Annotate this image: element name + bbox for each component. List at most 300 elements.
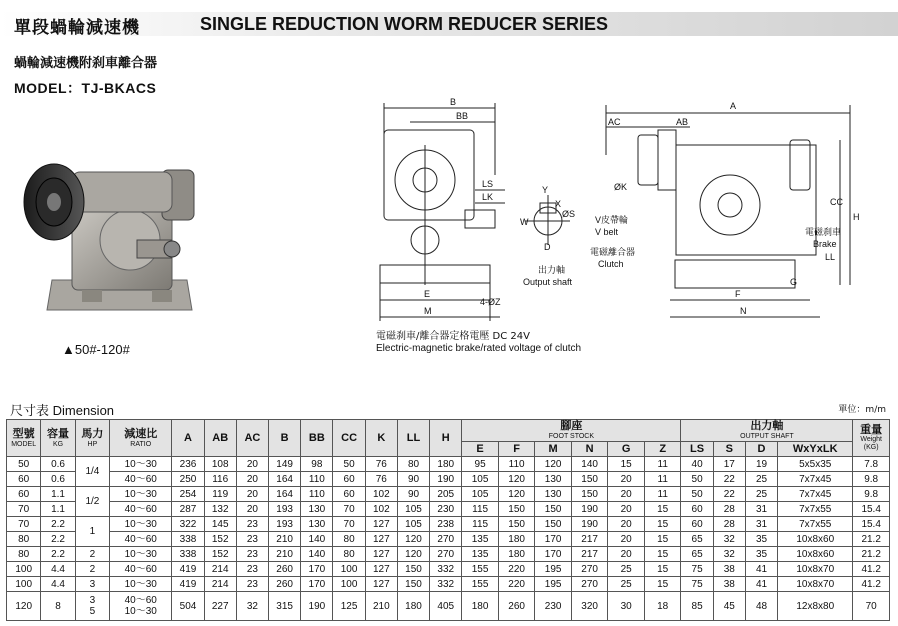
table-cell: 25	[608, 577, 645, 592]
table-cell: 30	[608, 592, 645, 621]
label-W: W	[520, 217, 529, 227]
product-photo	[12, 150, 202, 330]
table-cell: 217	[571, 547, 608, 562]
table-cell: 150	[498, 517, 535, 532]
col-A: A	[172, 420, 204, 457]
table-cell: 17	[713, 457, 745, 472]
table-cell: 7x7x45	[778, 487, 853, 502]
dimension-rows	[7, 457, 890, 621]
table-cell: 31	[745, 517, 777, 532]
table-cell: 20	[236, 472, 268, 487]
label-X: X	[555, 199, 562, 209]
table-cell: 1/4	[75, 457, 109, 487]
table-cell: 95	[462, 457, 499, 472]
table-cell: 20	[236, 502, 268, 517]
table-cell: 127	[365, 577, 397, 592]
table-cell: 10～30	[110, 487, 172, 502]
table-cell: 110	[301, 472, 333, 487]
col-G: G	[608, 442, 645, 457]
table-cell: 405	[430, 592, 462, 621]
clutch-cn: 電磁離合器	[590, 247, 636, 257]
table-cell: 41.2	[853, 577, 890, 592]
table-cell: 238	[430, 517, 462, 532]
table-cell: 102	[365, 502, 397, 517]
table-cell: 4.4	[41, 562, 75, 577]
table-cell: 8	[41, 592, 75, 621]
table-cell: 50	[7, 457, 41, 472]
table-cell: 140	[301, 547, 333, 562]
vbelt-en: V belt	[595, 227, 619, 237]
table-cell: 2.2	[41, 532, 75, 547]
table-row	[7, 487, 890, 502]
table-cell: 320	[571, 592, 608, 621]
table-cell: 115	[462, 517, 499, 532]
table-cell: 115	[462, 502, 499, 517]
table-cell: 100	[7, 562, 41, 577]
subtitle-cn: 蝸輪減速機附刹車離合器	[14, 56, 158, 71]
table-cell: 20	[608, 547, 645, 562]
table-cell: 135	[462, 547, 499, 562]
table-cell: 110	[301, 487, 333, 502]
table-cell: 41.2	[853, 562, 890, 577]
side-view	[380, 97, 505, 321]
table-cell: 2.2	[41, 517, 75, 532]
table-cell: 105	[462, 487, 499, 502]
table-cell: 19	[745, 457, 777, 472]
table-cell: 7x7x45	[778, 472, 853, 487]
table-cell: 150	[535, 517, 572, 532]
table-cell: 193	[269, 502, 301, 517]
table-cell: 105	[397, 517, 429, 532]
ratio-value: 10～30	[124, 606, 157, 617]
vbelt-cn: V皮帶輪	[595, 215, 629, 225]
table-cell: 11	[644, 457, 681, 472]
table-cell: 50	[681, 487, 713, 502]
table-cell: 210	[269, 547, 301, 562]
table-row	[7, 517, 890, 532]
label-H: H	[853, 212, 860, 222]
table-cell: 22	[713, 472, 745, 487]
table-cell: 260	[269, 562, 301, 577]
col-M: M	[535, 442, 572, 457]
shaft-detail	[520, 185, 575, 287]
table-cell: 76	[365, 472, 397, 487]
table-cell: 15.4	[853, 502, 890, 517]
table-cell: 1	[75, 517, 109, 547]
table-cell: 120	[397, 547, 429, 562]
table-cell: 15.4	[853, 517, 890, 532]
title-cn: 單段蝸輪減速機	[14, 18, 140, 38]
table-cell: 35	[745, 532, 777, 547]
table-cell: 20	[608, 502, 645, 517]
table-cell: 102	[365, 487, 397, 502]
table-cell: 100	[333, 577, 365, 592]
table-cell: 80	[397, 457, 429, 472]
table-cell: 150	[571, 487, 608, 502]
table-cell: 230	[430, 502, 462, 517]
table-cell: 15	[644, 517, 681, 532]
table-cell: 100	[333, 562, 365, 577]
table-cell: 180	[498, 532, 535, 547]
table-cell: 127	[365, 532, 397, 547]
col-LS: LS	[681, 442, 713, 457]
table-row	[7, 472, 890, 487]
table-row	[7, 547, 890, 562]
table-row	[7, 577, 890, 592]
label-Z: 4-ØZ	[480, 297, 501, 307]
table-cell: 214	[204, 562, 236, 577]
col-AC: AC	[236, 420, 268, 457]
table-cell: 180	[462, 592, 499, 621]
table-cell: 90	[397, 487, 429, 502]
col-K: K	[365, 420, 397, 457]
table-cell: 15	[608, 457, 645, 472]
col-BB: BB	[301, 420, 333, 457]
table-cell: 10x8x70	[778, 562, 853, 577]
table-row	[7, 562, 890, 577]
output-shaft-cn: 出力軸	[538, 265, 566, 275]
table-cell: 9.8	[853, 472, 890, 487]
table-cell: 170	[535, 532, 572, 547]
table-cell: 1.1	[41, 487, 75, 502]
table-cell: 230	[535, 592, 572, 621]
table-cell: 120	[7, 592, 41, 621]
label-S: ØS	[562, 209, 576, 219]
table-cell: 12x8x80	[778, 592, 853, 621]
col-hp: 馬力 HP	[75, 420, 109, 457]
table-cell: 40～60	[110, 502, 172, 517]
table-cell: 227	[204, 592, 236, 621]
table-row	[7, 532, 890, 547]
label-E: E	[424, 289, 431, 299]
table-cell: 0.6	[41, 472, 75, 487]
table-cell: 195	[535, 562, 572, 577]
table-cell: 38	[713, 577, 745, 592]
table-cell: 193	[269, 517, 301, 532]
table-cell: 120	[498, 472, 535, 487]
table-cell: 152	[204, 547, 236, 562]
table-cell: 23	[236, 547, 268, 562]
ratio-value: 40～60	[124, 595, 157, 606]
table-cell: 504	[172, 592, 204, 621]
col-output-shaft: 出力軸 OUTPUT SHAFT	[681, 420, 853, 442]
table-cell: 45	[713, 592, 745, 621]
table-cell: 145	[204, 517, 236, 532]
table-cell: 1/2	[75, 487, 109, 517]
table-cell: 270	[430, 532, 462, 547]
table-cell: 28	[713, 517, 745, 532]
table-cell: 130	[301, 517, 333, 532]
table-cell: 60	[681, 502, 713, 517]
table-cell: 217	[571, 532, 608, 547]
table-cell: 5x5x35	[778, 457, 853, 472]
col-S: S	[713, 442, 745, 457]
table-cell: 65	[681, 547, 713, 562]
table-cell: 70	[7, 502, 41, 517]
table-cell: 25	[745, 472, 777, 487]
table-cell: 40～60	[110, 562, 172, 577]
table-cell: 11	[644, 487, 681, 502]
table-cell: 250	[172, 472, 204, 487]
table-cell: 120	[535, 457, 572, 472]
table-cell: 236	[172, 457, 204, 472]
table-cell: 150	[498, 502, 535, 517]
table-cell: 50	[333, 457, 365, 472]
table-cell: 10x8x60	[778, 532, 853, 547]
label-LS: LS	[482, 179, 494, 189]
table-cell: 164	[269, 487, 301, 502]
table-cell: 31	[745, 502, 777, 517]
table-cell: 205	[430, 487, 462, 502]
col-LL: LL	[397, 420, 429, 457]
label-F: F	[735, 289, 741, 299]
table-cell: 20	[236, 487, 268, 502]
table-cell: 270	[571, 562, 608, 577]
table-cell: 254	[172, 487, 204, 502]
table-cell: 152	[204, 532, 236, 547]
table-cell: 75	[681, 577, 713, 592]
table-cell: 70	[333, 517, 365, 532]
table-cell: 3	[75, 577, 109, 592]
table-cell: 419	[172, 577, 204, 592]
label-A: A	[730, 101, 737, 111]
table-cell: 140	[571, 457, 608, 472]
unit-label: 單位：m/m	[838, 405, 886, 415]
table-cell: 180	[430, 457, 462, 472]
col-E: E	[462, 442, 499, 457]
table-cell: 21.2	[853, 532, 890, 547]
table-cell: 190	[571, 517, 608, 532]
label-AB: AB	[676, 117, 689, 127]
table-cell: 50	[681, 472, 713, 487]
col-foot-stock: 腳座 FOOT STOCK	[462, 420, 681, 442]
table-cell: 322	[172, 517, 204, 532]
table-cell: 130	[535, 487, 572, 502]
table-cell: 10～30	[110, 577, 172, 592]
col-AB: AB	[204, 420, 236, 457]
table-cell: 9.8	[853, 487, 890, 502]
table-cell: 32	[713, 532, 745, 547]
table-cell: 2	[75, 562, 109, 577]
label-LL: LL	[825, 252, 836, 262]
table-cell: 38	[713, 562, 745, 577]
col-ratio: 減速比 RATIO	[110, 420, 172, 457]
table-cell: 70	[853, 592, 890, 621]
table-cell: 195	[535, 577, 572, 592]
table-cell: 419	[172, 562, 204, 577]
table-cell: 170	[301, 577, 333, 592]
table-cell: 40～60	[110, 472, 172, 487]
col-F: F	[498, 442, 535, 457]
table-cell: 20	[608, 472, 645, 487]
table-cell: 70	[333, 502, 365, 517]
table-cell: 287	[172, 502, 204, 517]
dimension-table	[6, 419, 890, 621]
brake-cn: 電磁刹車	[805, 227, 842, 237]
table-cell: 15	[644, 532, 681, 547]
table-cell: 48	[745, 592, 777, 621]
table-cell: 130	[535, 472, 572, 487]
table-cell: 338	[172, 532, 204, 547]
table-cell: 190	[301, 592, 333, 621]
table-cell: 164	[269, 472, 301, 487]
table-cell: 132	[204, 502, 236, 517]
table-cell: 22	[713, 487, 745, 502]
col-model: 型號 MODEL	[7, 420, 41, 457]
table-cell: 332	[430, 577, 462, 592]
table-cell: 7x7x55	[778, 517, 853, 532]
table-cell: 15	[644, 562, 681, 577]
table-cell: 10～30	[110, 517, 172, 532]
table-cell: 150	[397, 562, 429, 577]
table-cell: 20	[236, 457, 268, 472]
table-cell: 170	[535, 547, 572, 562]
table-cell: 18	[644, 592, 681, 621]
table-cell: 315	[269, 592, 301, 621]
table-cell: 105	[397, 502, 429, 517]
table-cell: 80	[333, 532, 365, 547]
table-cell: 105	[462, 472, 499, 487]
table-cell: 21.2	[853, 547, 890, 562]
table-cell: 190	[430, 472, 462, 487]
col-weight: 重量 Weight (KG)	[853, 420, 890, 457]
front-view	[590, 101, 860, 317]
table-cell: 100	[7, 577, 41, 592]
table-cell: 108	[204, 457, 236, 472]
table-cell: 11	[644, 472, 681, 487]
table-cell: 214	[204, 577, 236, 592]
table-cell: 2	[75, 547, 109, 562]
table-cell: 4.4	[41, 577, 75, 592]
table-cell: 180	[498, 547, 535, 562]
col-D: D	[745, 442, 777, 457]
table-cell: 23	[236, 532, 268, 547]
table-cell: 150	[571, 472, 608, 487]
table-cell: 60	[333, 487, 365, 502]
table-cell: 98	[301, 457, 333, 472]
table-cell: 60	[7, 472, 41, 487]
table-cell: 65	[681, 532, 713, 547]
photo-caption: ▲50#-120#	[62, 342, 130, 357]
label-D: D	[544, 242, 551, 252]
table-cell: 80	[7, 532, 41, 547]
col-N: N	[571, 442, 608, 457]
table-cell: 220	[498, 577, 535, 592]
table-cell: 15	[644, 502, 681, 517]
table-cell: 270	[571, 577, 608, 592]
table-cell	[110, 592, 172, 621]
table-cell: 32	[713, 547, 745, 562]
table-cell: 41	[745, 562, 777, 577]
table-cell: 220	[498, 562, 535, 577]
table-cell: 127	[365, 547, 397, 562]
table-cell: 190	[571, 502, 608, 517]
table-cell: 140	[301, 532, 333, 547]
table-cell: 25	[608, 562, 645, 577]
table-cell: 20	[608, 517, 645, 532]
table-cell: 75	[681, 562, 713, 577]
table-cell: 180	[397, 592, 429, 621]
hp-value: 3	[89, 595, 96, 606]
label-N: N	[740, 306, 747, 316]
voltage-note-en: Electric-magnetic brake/rated voltage of clutch	[376, 343, 582, 354]
table-cell: 125	[333, 592, 365, 621]
table-cell: 332	[430, 562, 462, 577]
table-cell: 119	[204, 487, 236, 502]
table-cell: 60	[681, 517, 713, 532]
table-cell: 15	[644, 577, 681, 592]
table-cell: 149	[269, 457, 301, 472]
label-Y: Y	[542, 185, 549, 195]
table-cell: 76	[365, 457, 397, 472]
table-cell	[75, 592, 109, 621]
table-cell: 135	[462, 532, 499, 547]
table-cell: 60	[333, 472, 365, 487]
table-cell: 170	[301, 562, 333, 577]
table-cell: 7x7x55	[778, 502, 853, 517]
table-cell: 10～30	[110, 547, 172, 562]
table-cell: 127	[365, 517, 397, 532]
table-cell: 23	[236, 562, 268, 577]
hp-value: 5	[89, 606, 96, 617]
table-cell: 23	[236, 517, 268, 532]
table-cell: 20	[608, 487, 645, 502]
table-cell: 127	[365, 562, 397, 577]
table-cell: 150	[397, 577, 429, 592]
table-cell: 15	[644, 547, 681, 562]
table-cell: 120	[498, 487, 535, 502]
table-cell: 10x8x70	[778, 577, 853, 592]
table-cell: 80	[7, 547, 41, 562]
table-cell: 155	[462, 577, 499, 592]
technical-drawing	[370, 95, 890, 330]
voltage-note-cn: 電磁刹車/離合器定格電壓 DC 24V	[376, 331, 530, 342]
table-cell: 40	[681, 457, 713, 472]
table-cell: 260	[269, 577, 301, 592]
table-row	[7, 592, 890, 621]
table-cell: 10x8x60	[778, 547, 853, 562]
table-cell: 70	[7, 517, 41, 532]
table-cell: 120	[397, 532, 429, 547]
table-cell: 10～30	[110, 457, 172, 472]
label-LK: LK	[482, 192, 494, 202]
table-cell: 150	[535, 502, 572, 517]
dimension-title: 尺寸表 Dimension	[10, 403, 115, 418]
table-cell: 20	[608, 532, 645, 547]
title-en: SINGLE REDUCTION WORM REDUCER SERIES	[200, 14, 609, 34]
label-K: ØK	[614, 182, 628, 192]
table-cell: 338	[172, 547, 204, 562]
model-line: MODEL：TJ-BKACS	[14, 80, 157, 96]
output-shaft-en: Output shaft	[523, 277, 573, 287]
table-cell: 130	[301, 502, 333, 517]
table-cell: 25	[745, 487, 777, 502]
table-cell: 210	[269, 532, 301, 547]
table-cell: 116	[204, 472, 236, 487]
table-cell: 1.1	[41, 502, 75, 517]
label-CC: CC	[830, 197, 843, 207]
col-H: H	[430, 420, 462, 457]
table-cell: 23	[236, 577, 268, 592]
table-cell: 60	[7, 487, 41, 502]
clutch-en: Clutch	[598, 259, 624, 269]
table-cell: 7.8	[853, 457, 890, 472]
table-cell: 270	[430, 547, 462, 562]
table-cell: 35	[745, 547, 777, 562]
table-cell: 80	[333, 547, 365, 562]
table-cell: 260	[498, 592, 535, 621]
table-cell: 90	[397, 472, 429, 487]
